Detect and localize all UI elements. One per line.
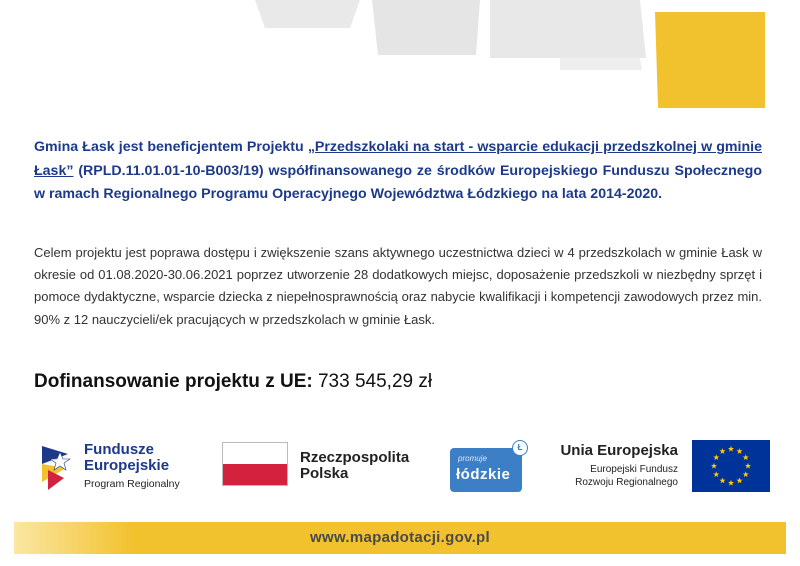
fe-line3: Program Regionalny	[84, 478, 180, 490]
ue-line2: Europejski Fundusz	[590, 464, 678, 475]
fe-line2: Europejskie	[84, 457, 170, 474]
lodzkie-logo	[448, 438, 528, 494]
deco-shape-4	[560, 58, 642, 70]
footer-bar	[14, 522, 786, 554]
deco-shape-1	[255, 0, 360, 28]
logos-row	[0, 432, 800, 502]
ue-line1: Unia Europejska	[560, 442, 678, 459]
rp-line2: Polska	[300, 465, 349, 482]
fe-line1: Fundusze	[84, 441, 154, 458]
fundusze-europejskie-logo	[38, 438, 188, 494]
project-headline	[34, 136, 762, 207]
decorative-header-shapes	[0, 0, 800, 110]
deco-yellow-block	[655, 12, 765, 108]
lodzkie-small-text: promuje	[458, 454, 487, 463]
eu-flag-icon	[692, 440, 770, 492]
rp-line1: Rzeczpospolita	[300, 449, 410, 466]
polish-flag-icon	[222, 442, 288, 486]
deco-shape-3	[490, 0, 646, 58]
funding-line	[34, 371, 432, 393]
project-title-link[interactable]: „Przedszkolaki na start - wsparcie edukacji przedszkolnej w gminie Łask”	[34, 139, 762, 179]
headline-intro: Gmina Łask jest beneficjentem Projektu	[34, 139, 308, 155]
unia-europejska-logo	[560, 440, 770, 494]
project-description: Celem projektu jest poprawa dostępu i zwiększenie szans aktywnego uczestnictwa dzieci w 4 przedszkolach w gminie Łask w okresie od 01.08.2020-30.06.2021 poprzez utworzenie 28 dodatkowych miejsc, doposażenie przedszkoli w niezbędny sprzęt i pomoce dydaktyczne, wsparcie dziecka z niepełnosprawnością oraz nabycie kwalifikacji i kompetencji zawodowych przez min. 90% z 12 nauczycieli/ek pracujących w przedszkolach w gminie Łask.	[34, 245, 762, 327]
lodzkie-badge-icon: Ł	[512, 440, 528, 456]
headline-rest: (RPLD.11.01.01-10-B003/19) współfinansowanego ze środków Europejskiego Funduszu Społecznego w ramach Regionalnego Programu Operacyjnego Województwa Łódzkiego na lata 2014-2020.	[34, 162, 762, 202]
ue-line3: Rozwoju Regionalnego	[575, 477, 678, 488]
footer-url-link[interactable]: www.mapadotacji.gov.pl	[310, 529, 490, 546]
funding-amount: 733 545,29 zł	[312, 371, 433, 392]
funding-label: Dofinansowanie projektu z UE:	[34, 371, 313, 392]
fe-stars-icon	[38, 438, 82, 494]
deco-shape-2	[372, 0, 480, 55]
lodzkie-big-text: łódzkie	[456, 466, 511, 483]
rzeczpospolita-polska-logo	[222, 442, 422, 492]
